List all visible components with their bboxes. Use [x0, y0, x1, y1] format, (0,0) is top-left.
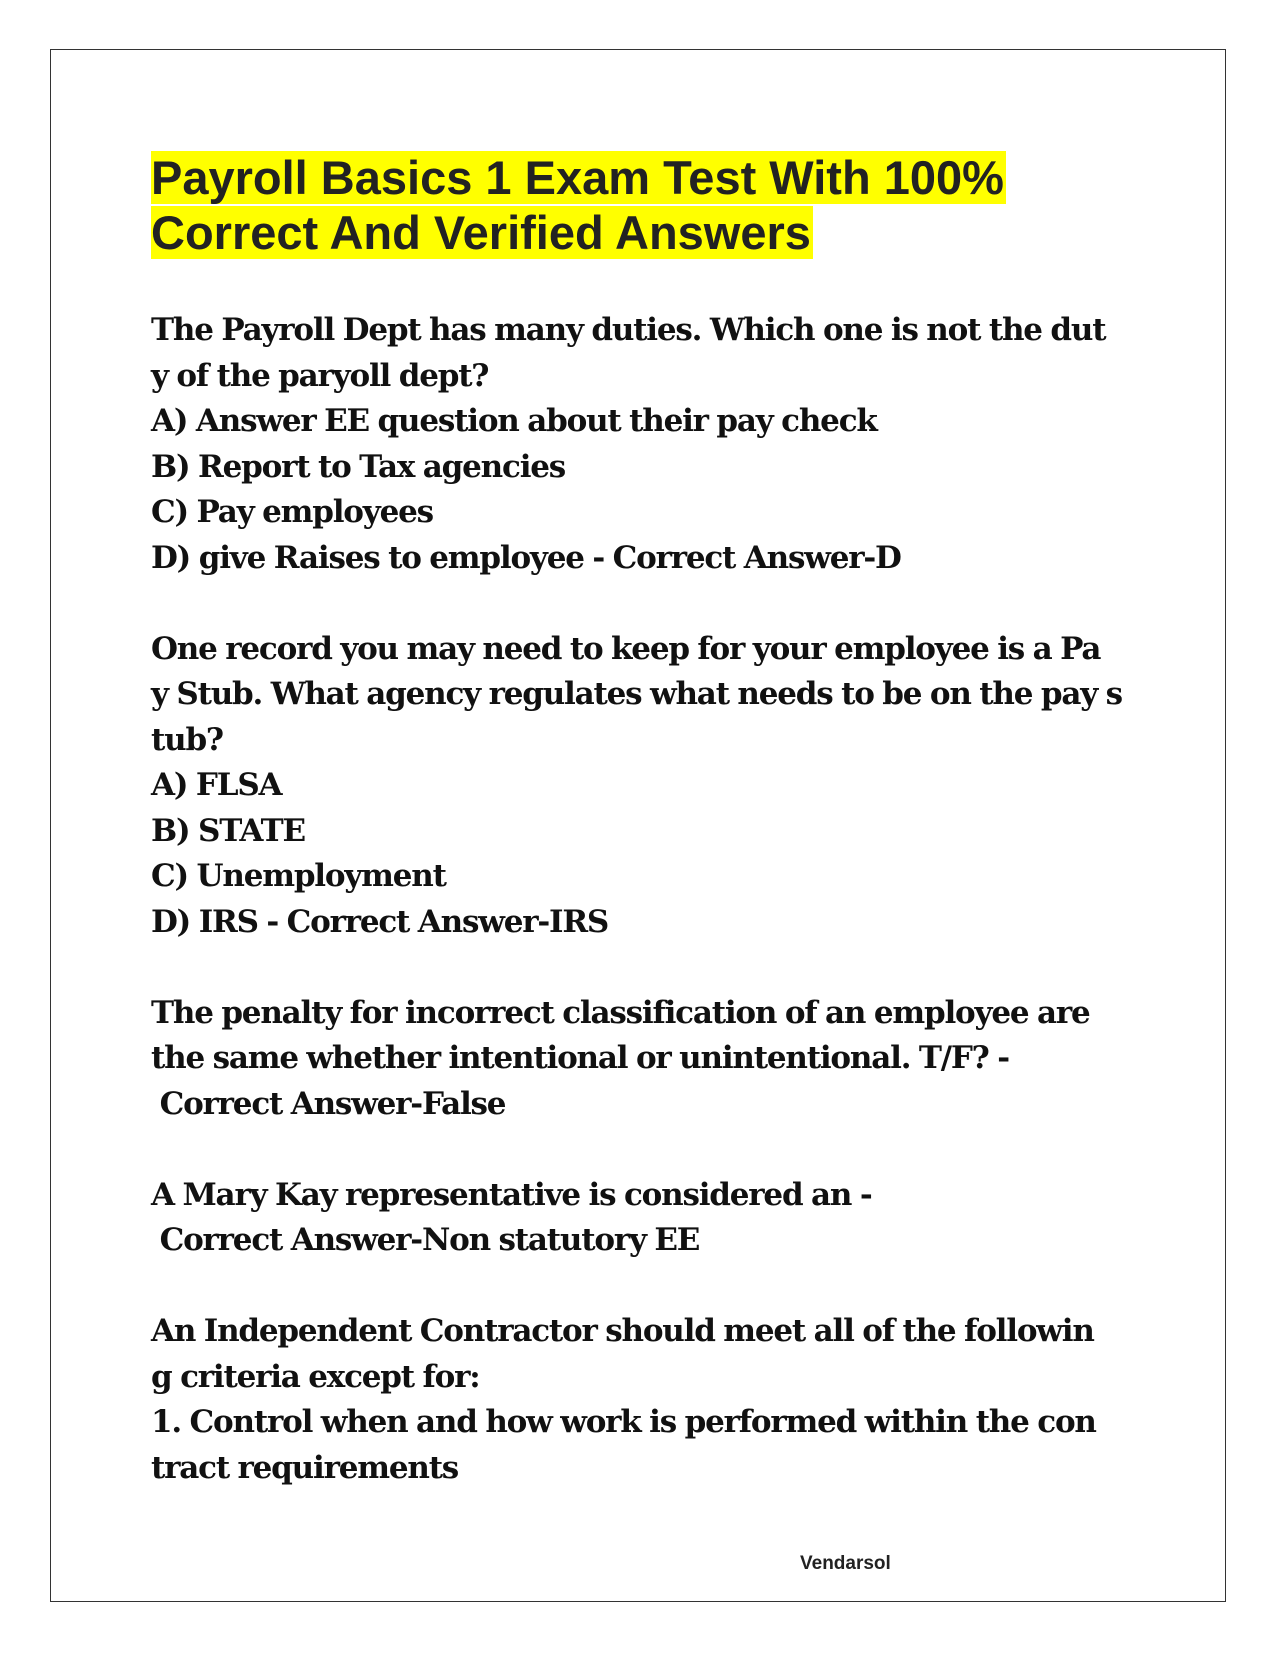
title-line-1: Payroll Basics 1 Exam Test With 100%	[151, 151, 1004, 204]
question-line: y of the paryoll dept?	[151, 357, 489, 394]
answer-line: Correct Answer-False	[151, 1085, 506, 1122]
answer-option: D) give Raises to employee - Correct Answer-D	[151, 539, 901, 576]
question-line: An Independent Contractor should meet all of the followin	[151, 1313, 1094, 1349]
question-block-3	[151, 991, 1141, 1128]
document-body	[151, 150, 1141, 1537]
answer-option: C) Pay employees	[151, 494, 433, 530]
question-line: A Mary Kay representative is considered an -	[151, 1176, 872, 1213]
question-block-5	[151, 1309, 1141, 1491]
answer-line: Correct Answer-Non statutory EE	[151, 1222, 700, 1258]
document-title	[151, 150, 1141, 260]
footer-watermark: Vendarsol	[800, 1553, 891, 1574]
question-block-1	[151, 308, 1141, 581]
title-line-2: Correct And Verified Answers	[151, 206, 811, 259]
answer-option: A) Answer EE question about their pay check	[151, 403, 877, 439]
question-block-2	[151, 627, 1141, 946]
answer-option: A) FLSA	[151, 767, 282, 803]
answer-option: B) STATE	[151, 812, 305, 849]
question-line: y Stub. What agency regulates what needs to be on the pay s	[151, 676, 1122, 712]
question-line: One record you may need to keep for your employee is a Pa	[151, 630, 1101, 667]
answer-option: C) Unemployment	[151, 858, 446, 894]
question-line: tub?	[151, 721, 223, 758]
criteria-line: tract requirements	[151, 1449, 459, 1486]
answer-option: B) Report to Tax agencies	[151, 448, 566, 485]
question-line: The Payroll Dept has many duties. Which one is not the dut	[151, 312, 1106, 348]
question-line: the same whether intentional or unintentional. T/F? -	[151, 1040, 1009, 1076]
question-block-4	[151, 1173, 1141, 1264]
answer-option: D) IRS - Correct Answer-IRS	[151, 903, 609, 940]
question-line: g criteria except for:	[151, 1358, 480, 1395]
question-line: The penalty for incorrect classification of an employee are	[151, 994, 1090, 1031]
criteria-line: 1. Control when and how work is performed within the con	[151, 1404, 1096, 1440]
